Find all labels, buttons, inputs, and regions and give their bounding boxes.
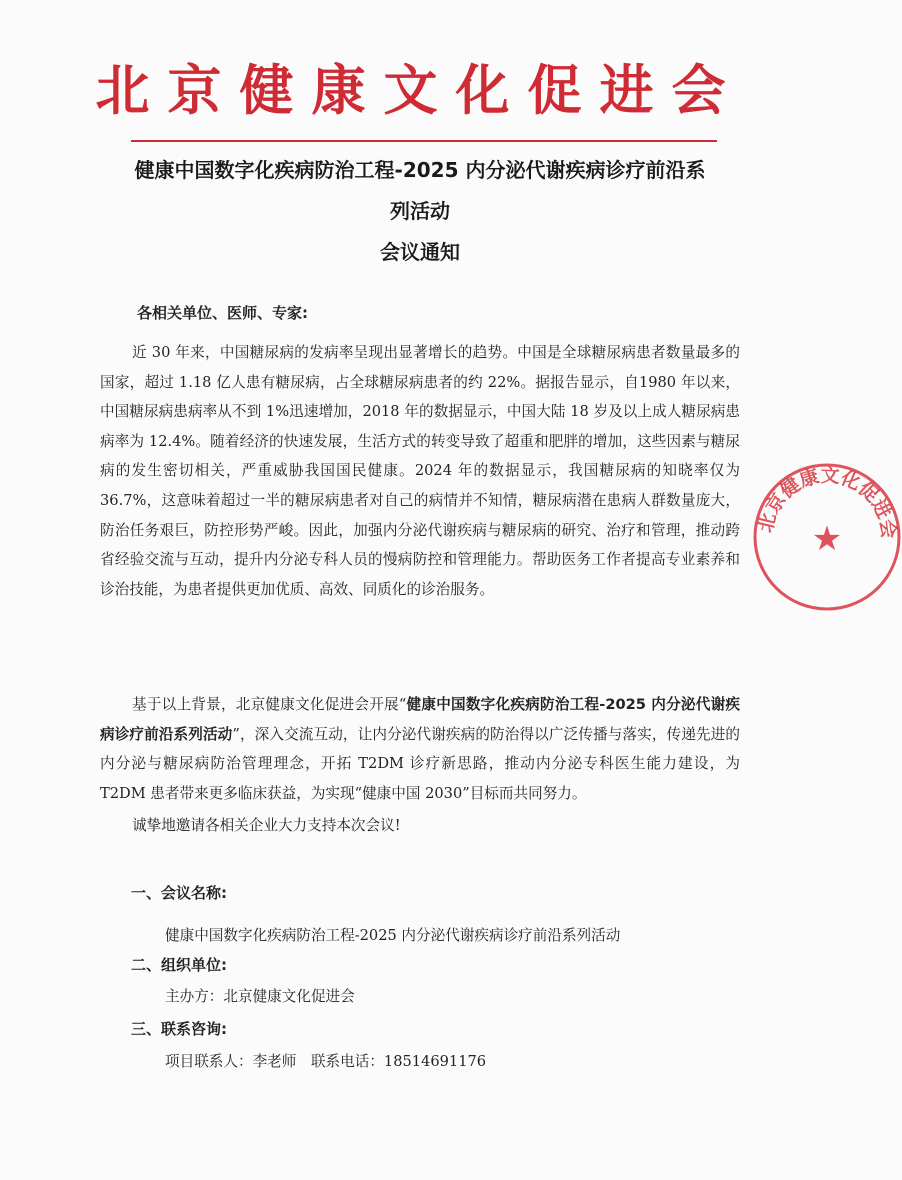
notice-title-line-3: 会议通知 xyxy=(380,240,460,264)
activity-name-bold: 健康中国数字化疾病防治工程-2025 内分泌代谢疾病诊疗前沿系列活动 xyxy=(100,696,740,743)
section-heading-meeting-name: 一、会议名称: xyxy=(131,884,227,902)
notice-title-line-1: 健康中国数字化疾病防治工程-2025 内分泌代谢疾病诊疗前沿系 xyxy=(134,158,706,182)
letterhead-divider xyxy=(131,140,717,142)
background-paragraph: 近 30 年来，中国糖尿病的发病率呈现出显著增长的趋势。中国是全球糖尿病患者数量最多的国家，超过 1.18 亿人患有糖尿病，占全球糖尿病患者的约 22%。据报告显示，自1980 年以来，中国糖尿病患病率从不到 1%迅速增加，2018 年的数据显示，中国大陆 18 岁及以上成人糖尿病患病率为 12.4%。随着经济的快速发展，生活方式的转变导致了超重和肥胖的增加，这些因素与糖尿病的发生密切相关，严重威胁我国国民健康。2024 年的数据显示，我国糖尿病的知晓率仅为 36.7%，这意味着超过一半的糖尿病患者对自己的病情并不知情，糖尿病潜在患病人群数量庞大，防治任务艰巨，防控形势严峻。因此，加强内分泌代谢疾病与糖尿病的研究、治疗和管理，推动跨省经验交流与互动，提升内分泌专科人员的慢病防控和管理能力。帮助医务工作者提高专业素养和诊治技能，为患者提供更加优质、高效、同质化的诊治服务。 xyxy=(100,344,740,598)
section-content-meeting-name: 健康中国数字化疾病防治工程-2025 内分泌代谢疾病诊疗前沿系列活动 xyxy=(165,927,621,944)
activity-paragraph-rest: ”，深入交流互动，让内分泌代谢疾病的防治得以广泛传播与落实，传递先进的内分泌与糖尿病防治管理理念，开拓 T2DM 诊疗新思路，推动内分泌专科医生能力建设，为 T2DM 患者带来更多临床获益，为实现“健康中国 2030”目标而共同努力。 xyxy=(100,725,740,802)
section-content-contact: 项目联系人：李老师 联系电话：18514691176 xyxy=(165,1053,487,1070)
salutation: 各相关单位、医师、专家: xyxy=(137,304,308,322)
activity-paragraph-intro: 基于以上背景，北京健康文化促进会开展“ xyxy=(132,696,407,713)
organization-letterhead: 北京健康文化促进会 xyxy=(95,59,744,122)
section-heading-contact: 三、联系咨询: xyxy=(131,1020,227,1038)
seal-text: 北京健康文化促进会 xyxy=(754,464,900,540)
invitation-paragraph: 诚挚地邀请各相关企业大力支持本次会议! xyxy=(132,817,401,834)
activity-paragraph xyxy=(100,690,740,808)
notice-title-line-2: 列活动 xyxy=(390,199,450,223)
section-heading-organizer: 二、组织单位: xyxy=(131,956,227,974)
official-seal-stamp xyxy=(752,462,902,612)
seal-star-icon: ★ xyxy=(811,519,843,559)
section-content-organizer: 主办方：北京健康文化促进会 xyxy=(165,988,355,1005)
